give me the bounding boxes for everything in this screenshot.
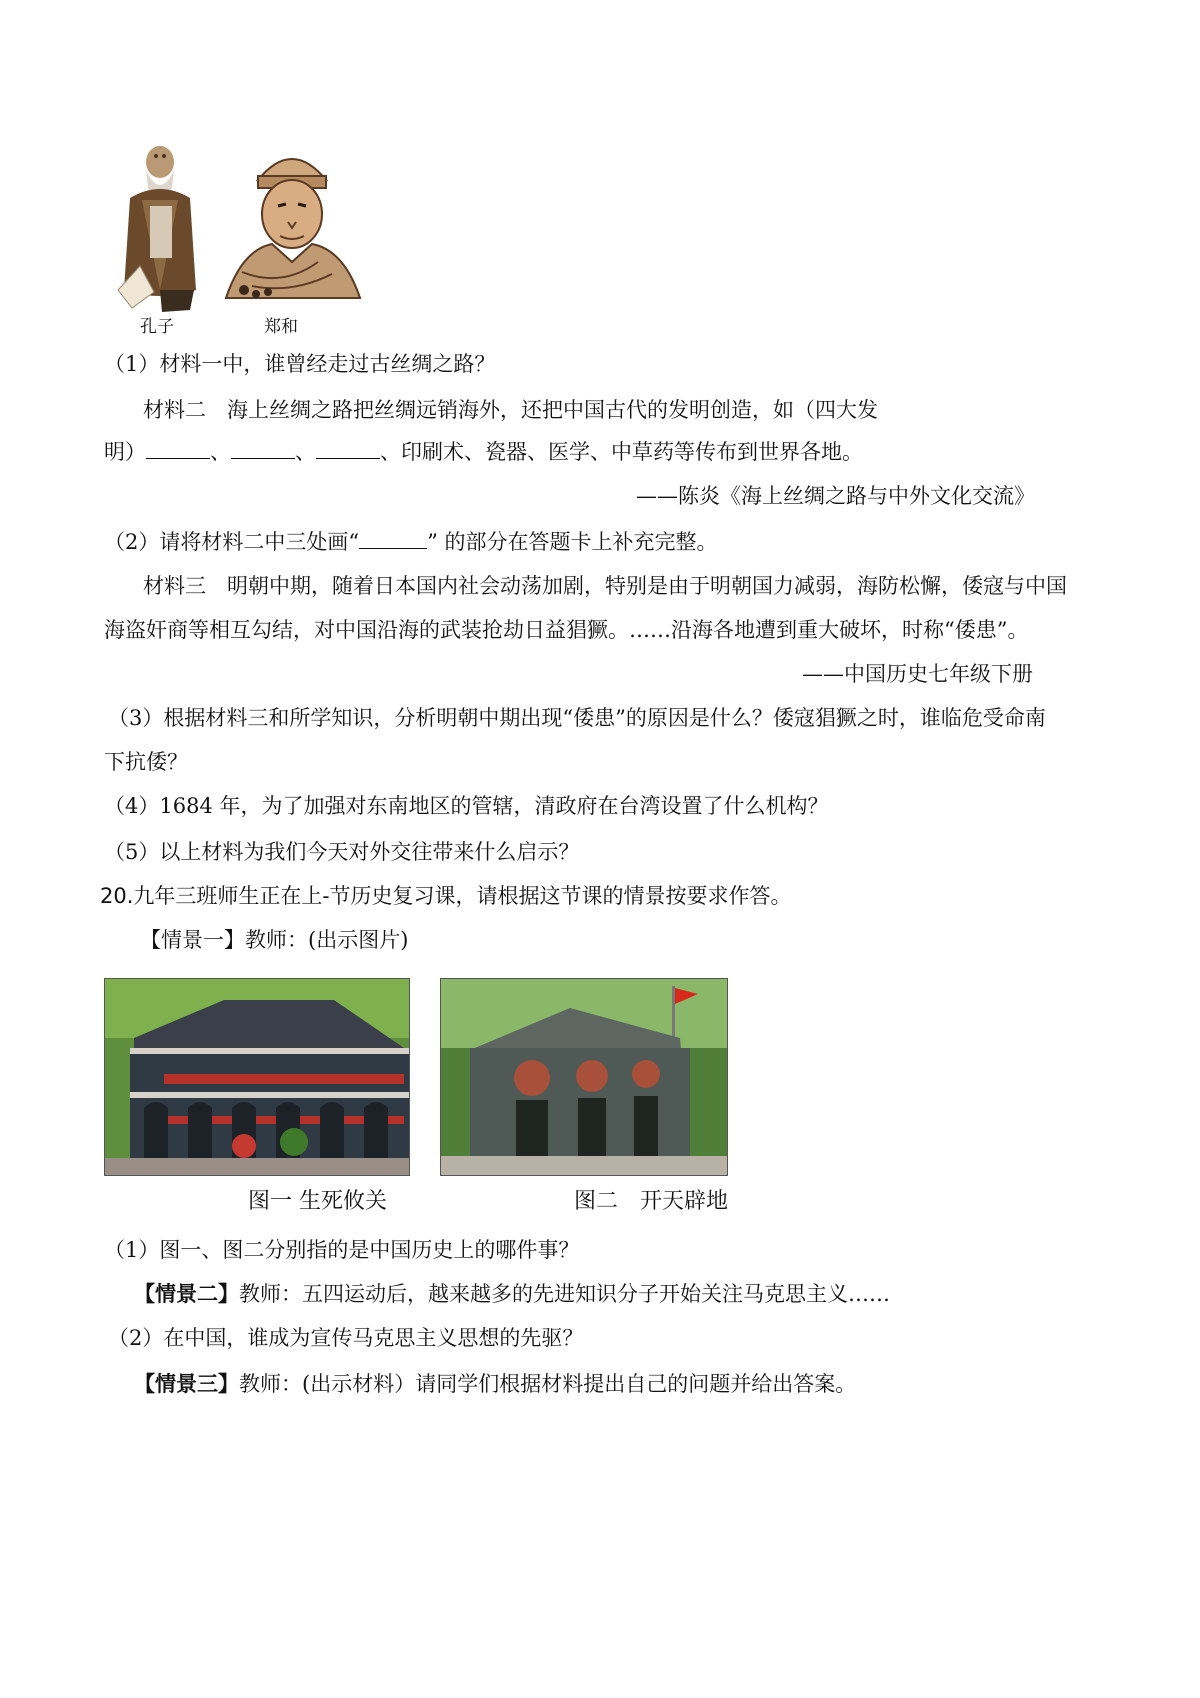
material-2-suffix: 、印刷术、瓷器、医学、中草药等传布到世界各地。	[380, 440, 863, 464]
figure-1-photo	[104, 978, 410, 1176]
question-1: （1）材料一中，谁曾经走过古丝绸之路？	[104, 352, 496, 376]
scene-1-tag: 【情景一】	[140, 928, 245, 952]
question-2-suffix: ” 的部分在答题卡上补充完整。	[427, 530, 718, 554]
separator: 、	[295, 440, 316, 464]
zhenghe-caption: 郑和	[264, 317, 298, 337]
fill-blank-2[interactable]	[231, 438, 295, 459]
material-2-line-2	[104, 438, 863, 466]
quote-blank	[359, 528, 427, 549]
fill-blank-3[interactable]	[316, 438, 380, 459]
question-4: （4）1684 年，为了加强对东南地区的管辖，清政府在台湾设置了什么机构？	[104, 794, 829, 818]
material-2-source: ——陈炎《海上丝绸之路与中外文化交流》	[636, 484, 1035, 508]
zhenghe-portrait	[222, 138, 364, 300]
figure-1-caption: 图一 生死攸关	[248, 1189, 387, 1214]
scene-1	[140, 926, 408, 954]
scene-3-text: 教师：(出示材料）请同学们根据材料提出自己的问题并给出答案。	[239, 1372, 857, 1396]
scene-2-tag: 【情景二】	[134, 1281, 239, 1306]
material-3-line-1: 材料三 明朝中期，随着日本国内社会动荡加剧，特别是由于明朝国力减弱，海防松懈，倭寇与中国	[143, 574, 1067, 598]
question-20-text: 九年三班师生正在上-节历史复习课，请根据这节课的情景按要求作答。	[133, 884, 792, 908]
question-2	[104, 528, 718, 556]
question-20-1: （1）图一、图二分别指的是中国历史上的哪件事？	[104, 1238, 580, 1262]
scene-1-text: 教师：(出示图片)	[245, 928, 409, 952]
confucius-caption: 孔子	[140, 317, 174, 337]
question-2-prefix: （2）请将材料二中三处画“	[104, 530, 360, 554]
question-3-line-1: （3）根据材料三和所学知识，分析明朝中期出现“倭患”的原因是什么？倭寇猖獗之时，谁临危受命南	[108, 706, 1046, 730]
scene-2-text: 教师：五四运动后，越来越多的先进知识分子开始关注马克思主义……	[239, 1282, 890, 1306]
material-3-source: ——中国历史七年级下册	[802, 662, 1033, 686]
material-3-line-2: 海盗奸商等相互勾结，对中国沿海的武装抢劫日益猖獗。……沿海各地遭到重大破坏，时称“倭患”。	[104, 618, 1029, 642]
scene-2	[134, 1280, 890, 1308]
confucius-portrait	[110, 140, 202, 322]
question-3-line-2: 下抗倭？	[104, 750, 188, 774]
figure-2-photo	[440, 978, 728, 1176]
question-20-number: 20.	[100, 884, 134, 908]
scene-3	[134, 1370, 856, 1398]
material-2-prefix: 明）	[104, 440, 146, 464]
fill-blank-1[interactable]	[146, 438, 210, 459]
scene-3-tag: 【情景三】	[134, 1371, 239, 1396]
question-20	[100, 882, 792, 910]
question-5: （5）以上材料为我们今天对外交往带来什么启示？	[104, 840, 580, 864]
figure-2-caption: 图二 开天辟地	[574, 1189, 729, 1214]
separator: 、	[210, 440, 231, 464]
material-2-line-1: 材料二 海上丝绸之路把丝绸远销海外，还把中国古代的发明创造，如（四大发	[143, 398, 878, 422]
question-20-2: （2）在中国，谁成为宣传马克思主义思想的先驱？	[108, 1326, 584, 1350]
